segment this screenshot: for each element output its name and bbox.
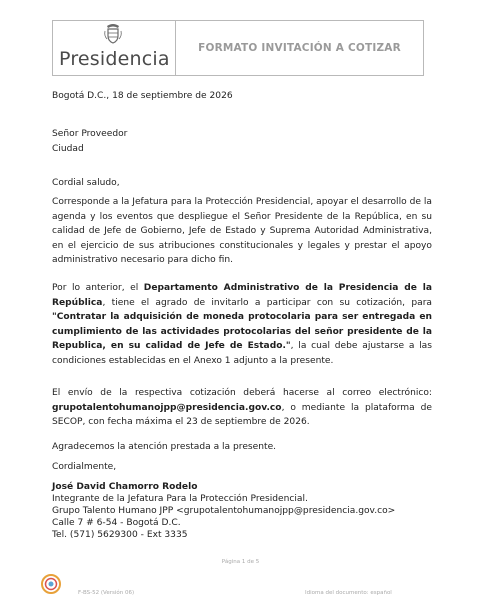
- document-title: FORMATO INVITACIÓN A COTIZAR: [198, 42, 401, 54]
- document-language: Idioma del documento: español: [305, 590, 392, 596]
- recipient-block: [52, 127, 432, 156]
- place-date: Bogotá D.C., 18 de septiembre de 2026: [52, 91, 233, 101]
- signer-line: Calle 7 # 6-54 - Bogotá D.C.: [52, 518, 181, 528]
- coat-of-arms-icon: [103, 23, 123, 45]
- text-span: , o mediante la plataforma de SECOP, con fecha máxima el 23 de septiembre de 2026.: [52, 402, 432, 428]
- logo-text: Presidencia: [59, 48, 170, 70]
- contact-email: grupotalentohumanojpp@presidencia.gov.co: [52, 402, 282, 413]
- thanks-line: Agradecemos la atención prestada a la presente.: [52, 442, 277, 452]
- text-span: , tiene el agrado de invitarlo a participar con su cotización, para: [102, 297, 432, 308]
- contract-object: "Contratar la adquisición de moneda protocolaria para ser entregada en cumplimiento de las actividades protocolarias del señor presidente de la Republica, en su calidad de Jefe de Estado.": [52, 312, 432, 352]
- paragraph-invitation: [52, 281, 432, 369]
- document-code: F-BS-52 (Versión 06): [78, 590, 135, 596]
- signer-name: José David Chamorro Rodelo: [52, 482, 198, 492]
- text-span: Por lo anterior, el: [52, 283, 144, 293]
- greeting: Cordial saludo,: [52, 178, 120, 188]
- signer-line: Integrante de la Jefatura Para la Protección Presidencial.: [52, 494, 308, 504]
- certification-seal-icon: [40, 573, 62, 595]
- signer-line: Tel. (571) 5629300 - Ext 3335: [52, 530, 188, 540]
- presidencia-logo: [53, 21, 176, 75]
- text-span: , la cual debe ajustarse a las condiciones establecidas en el Anexo 1 adjunto a la presente.: [52, 341, 432, 366]
- signature-block: [52, 481, 432, 541]
- text-span: El envío de la respectiva cotización deberá hacerse al correo electrónico:: [52, 388, 432, 398]
- paragraph-submission: [52, 386, 432, 430]
- paragraph-intro: Corresponde a la Jefatura para la Protección Presidencial, apoyar el desarrollo de la agenda y los eventos que despliegue el Señor Presidente de la República, en su calidad de Jefe de Gobierno, Jefe de Estado y Suprema Autoridad Administrativa, en el ejercicio de sus atribuciones constitucionales y legales y prestar el apoyo administrativo necesario para dicho fin.: [52, 197, 432, 266]
- signer-line: Grupo Talento Humano JPP <grupotalentohumanojpp@presidencia.gov.co>: [52, 506, 396, 516]
- page-number: Página 1 de 5: [221, 559, 260, 565]
- recipient-line: Ciudad: [52, 143, 84, 154]
- document-header: [52, 20, 424, 76]
- recipient-line: Señor Proveedor: [52, 129, 128, 139]
- entity-name: Departamento Administrativo de la Presidencia de la República: [52, 283, 432, 308]
- closing-line: Cordialmente,: [52, 462, 117, 472]
